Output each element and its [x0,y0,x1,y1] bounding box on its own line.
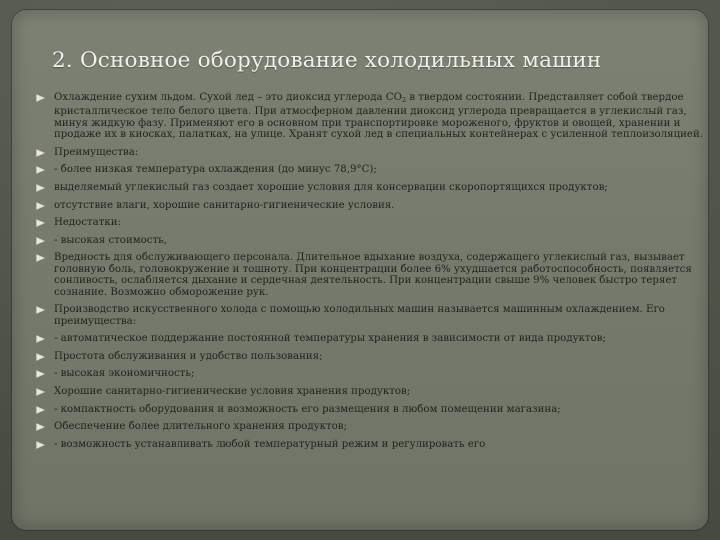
list-item-text: - высокая стоимость, [54,234,167,246]
list-item [32,235,708,246]
list-item [32,200,708,211]
bullet-list [32,92,708,456]
list-item [32,147,708,158]
content-panel [12,10,708,530]
bullet-arrow-icon [36,370,45,378]
list-item [32,217,708,228]
list-item-text: отсутствие влаги, хорошие санитарно-гигиенические условия. [54,199,395,211]
list-item-text: Недостатки: [54,217,121,229]
list-item-text: Хорошие санитарно-гигиенические условия хранения продуктов; [54,385,411,397]
bullet-arrow-icon [36,94,45,102]
list-item [32,164,708,175]
bullet-arrow-icon [36,406,45,414]
list-item [32,304,708,327]
bullet-arrow-icon [36,184,45,192]
bullet-arrow-icon [36,149,45,157]
bullet-arrow-icon [36,353,45,361]
bullet-arrow-icon [36,254,45,262]
list-item-text: - высокая экономичность; [54,368,195,380]
bullet-arrow-icon [36,202,45,210]
list-item-text: Вредность для обслуживающего персонала. Длительное вдыхание воздуха, содержащего углекислый газ, вызывает головную боль, головокружение и тошноту. При концентрации более 6% ухудшается работоспособность, появляется сонливость, ослабляется дыхание и сердечная деятельность. При концентрации свыше 9% человек быстро теряет сознание. Возможно обморожение рук. [54,252,692,298]
list-item [32,333,708,344]
bullet-arrow-icon [36,441,45,449]
slide-title: 2. Основное оборудование холодильных машин [52,48,602,73]
bullet-arrow-icon [36,306,45,314]
list-item-text: - компактность оборудования и возможность его размещения в любом помещении магазина; [54,403,561,415]
list-item [32,404,708,415]
list-item-text: - автоматическое поддержание постоянной температуры хранения в зависимости от вида продуктов; [54,333,606,345]
list-item [32,421,708,432]
list-item-text: выделяемый углекислый газ создает хорошие условия для консервации скоропортящихся продуктов; [54,182,608,193]
list-item [32,182,708,193]
bullet-arrow-icon [36,166,45,174]
list-item-text: Охлаждение сухим льдом. Сухой лед – это диоксид углерода СО [54,92,402,103]
list-item [32,351,708,362]
bullet-arrow-icon [36,423,45,431]
list-item [32,92,708,141]
list-item [32,386,708,397]
list-item-text: в твердом состоянии. Представляет собой твердое кристаллическое тело белого цвета. При атмосферном давлении диоксид углерода превращается в углекислый газ, минуя жидкую фазу. Применяют его в основном при транспортировке мороженого, фруктов и овощей, хранении и продаже их в киосках, палатках, на улице. Хранят сухой лед в специальных контейнерах с усиленной теплоизоляцией. [54,92,703,141]
list-item [32,439,708,450]
list-item [32,252,708,298]
subscript: 2 [401,96,407,104]
list-item-text: - возможность устанавливать любой температурный режим и регулировать его [54,438,486,450]
bullet-arrow-icon [36,335,45,343]
bullet-arrow-icon [36,237,45,245]
bullet-arrow-icon [36,388,45,396]
list-item-text: Обеспечение более длительного хранения продуктов; [54,421,347,433]
list-item [32,368,708,379]
list-item-text: Преимущества: [54,146,139,158]
list-item-text: - более низкая температура охлаждения (до минус 78,9°С); [54,164,377,176]
list-item-text: Производство искусственного холода с помощью холодильных машин называется машинным охлаждением. Его преимущества: [54,304,665,327]
list-item-text: Простота обслуживания и удобство пользования; [54,350,323,362]
bullet-arrow-icon [36,219,45,227]
